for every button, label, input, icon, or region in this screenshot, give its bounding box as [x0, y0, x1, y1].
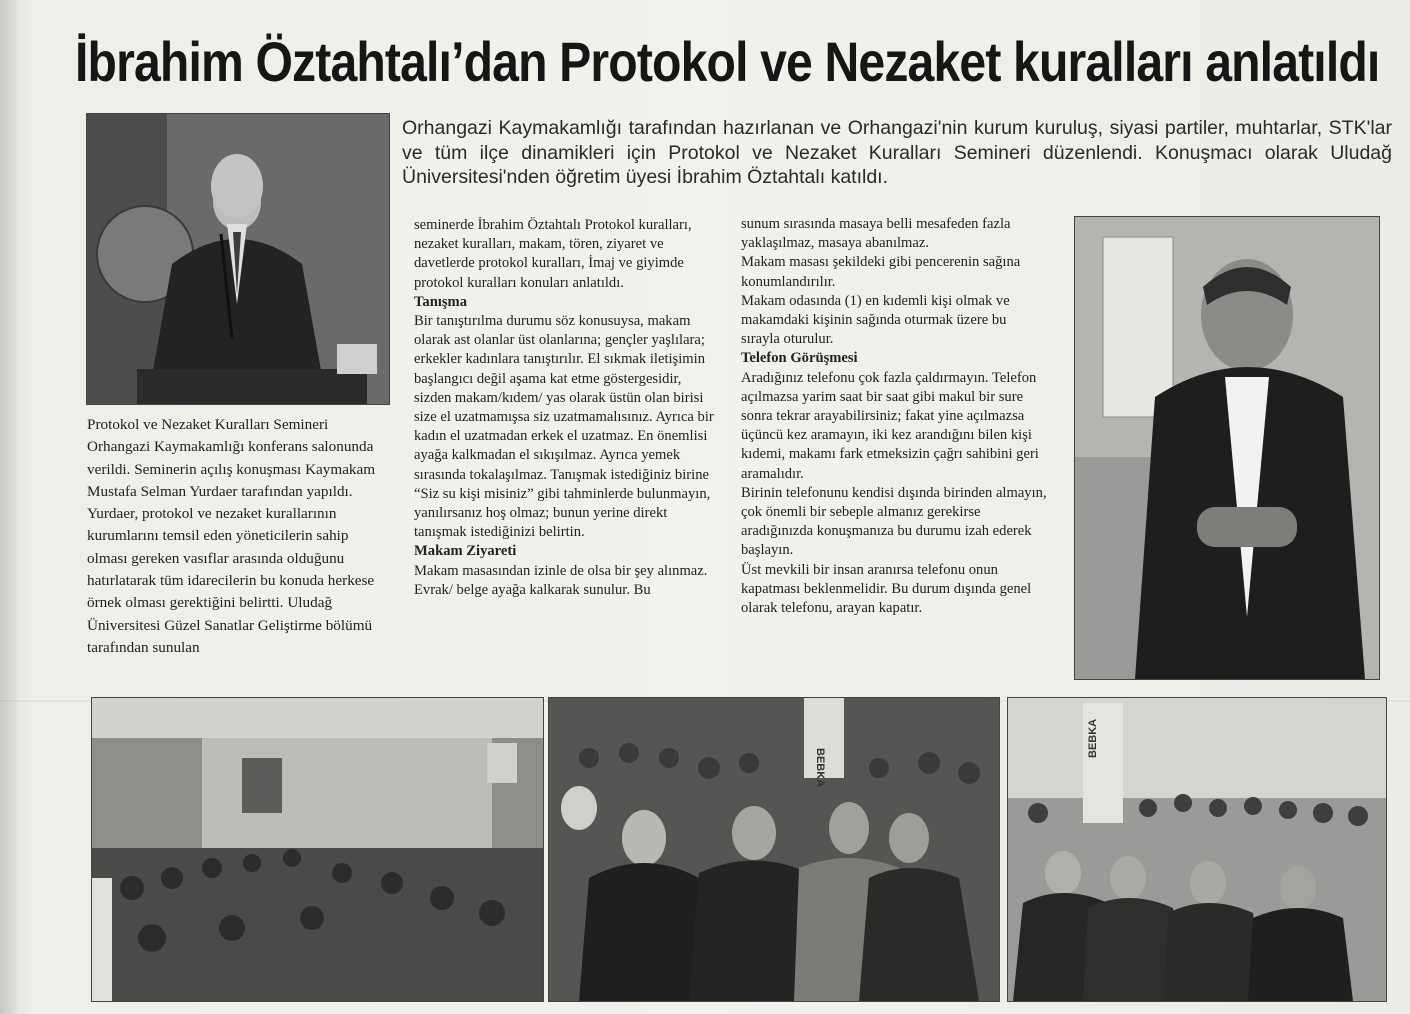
photo-speaker-podium — [86, 113, 390, 405]
subheading-tanisma: Tanışma — [414, 293, 467, 310]
page-edge-shadow — [0, 0, 18, 1014]
middle-paragraph: Bir tanıştırılma durumu söz konusuysa, makam olarak ast olanlar üst olanlarına; gençler yaşlılara; erkekler kadınlara tanıştırılır. El sıkmak iletişimin başlangıcı değil aşama kat etme göstergesidir, sizden makam/kıdem/ yas olarak üstün olan birisi size el uzatmamışsa siz uzatmamalısınız. Ayrıca bir kadın el uzatmadan erkek el uzatmaz. En önemlisi ayağa kalkmadan el sıkışılmaz. Ayrıca yemek sırasında tokalaşılmaz. Tanışmak istediğiniz birine “Siz su kişi misiniz” gibi tahminlerde bulunmayın, yanılırsanız hoş olmaz; bunun yerine direkt tanışmak istediğinizi belirtin. — [414, 313, 714, 541]
right-paragraph: Makam odasında (1) en kıdemli kişi olmak ve makamdaki kişinin sağında oturmak üzere bu — [741, 292, 1010, 329]
article-headline: İbrahim Öztahtalı’dan Protokol ve Nezaket kuralları anlatıldı — [75, 30, 1380, 93]
middle-column — [414, 216, 716, 600]
right-paragraph: sırayla oturulur. — [741, 331, 834, 348]
caption-column-text: Protokol ve Nezaket Kuralları Semineri Orhangazi Kaymakamlığı konferans salonunda verildi. Seminerin açılış konuşması Kaymakam Mustafa Selman Yurdaer tarafından yapıldı. Yurdaer, protokol ve nezaket kurallarının kurumlarını temsil eden yöneticilerin sahip olması gereken vasıflar arasında olduğunu hatırlatarak tüm idarecilerin bu konuda herkese örnek olması gerektiğini belirtti. Uludağ Üniversitesi Güzel Sanatlar Geliştirme bölümü tarafından sunulan — [87, 416, 376, 656]
right-paragraph: Üst mevkili bir insan aranırsa telefonu onun kapatması beklenmelidir. Bu durum dışında genel olarak telefonu, arayan kapatır. — [741, 561, 1032, 617]
photo-speaker-standing — [1074, 216, 1380, 680]
middle-intro: seminerde İbrahim Öztahtalı Protokol kuralları, nezaket kuralları, makam, tören, ziyaret ve davetlerde protokol kuralları, İmaj ve giyimde protokol kuralları konuları anlatıldı. — [414, 217, 692, 291]
right-column — [741, 215, 1053, 618]
bebka-banner-text: BEBKA — [1087, 718, 1099, 758]
right-paragraph: yaklaşılmaz, masaya abanılmaz. — [741, 235, 930, 252]
photo-front-row-guests — [548, 697, 1000, 1002]
caption-column — [87, 414, 387, 659]
right-paragraph: aradığınızda konuşmanıza bu durumu izah ederek başlayın. — [741, 523, 1032, 559]
article-lead: Orhangazi Kaymakamlığı tarafından hazırlanan ve Orhangazi'nin kurum kuruluş, siyasi partiler, muhtarlar, STK'lar ve tüm ilçe dinamikleri için Protokol ve Nezaket Kuralları Semineri düzenlendi. Konuşmacı olarak Uludağ Üniversitesi'nden öğretim üyesi İbrahim Öztahtalı katıldı. — [402, 117, 1392, 188]
right-paragraph: sunum sırasında masaya belli mesafeden fazla — [741, 216, 1011, 232]
right-paragraph: Aradığınız telefonu çok fazla çaldırmayın. Telefon açılmazsa yarim saat bir saat gibi makul bir sure sonra tekrar arayabilirsiniz; fakat yine açılmazsa üçüncü kez aramayın, iki kez arandığını bilen kişi kıdemi, makamı fark etmeksizin çağrı sahibini geri aramalıdır. — [741, 369, 1039, 482]
middle-paragraph: Makam masasından izinle de olsa bir şey alınmaz. — [414, 562, 708, 579]
right-paragraph: Makam masası şekildeki gibi pencerenin sağına konumlandırılır. — [741, 254, 1021, 290]
subheading-makam-ziyareti: Makam Ziyareti — [414, 543, 517, 560]
right-paragraph: Birinin telefonunu kendisi dışında birinden almayın, çok önemli bir sebeple almanız gerekirse — [741, 484, 1047, 521]
subheading-telefon-gorusmesi: Telefon Görüşmesi — [741, 350, 858, 367]
photo-audience-hall — [91, 697, 544, 1002]
middle-paragraph: Evrak/ belge ayağa kalkarak sunulur. Bu — [414, 581, 651, 598]
photo-seated-audience — [1007, 697, 1387, 1002]
bebka-banner-text: BEBKA — [814, 748, 826, 788]
